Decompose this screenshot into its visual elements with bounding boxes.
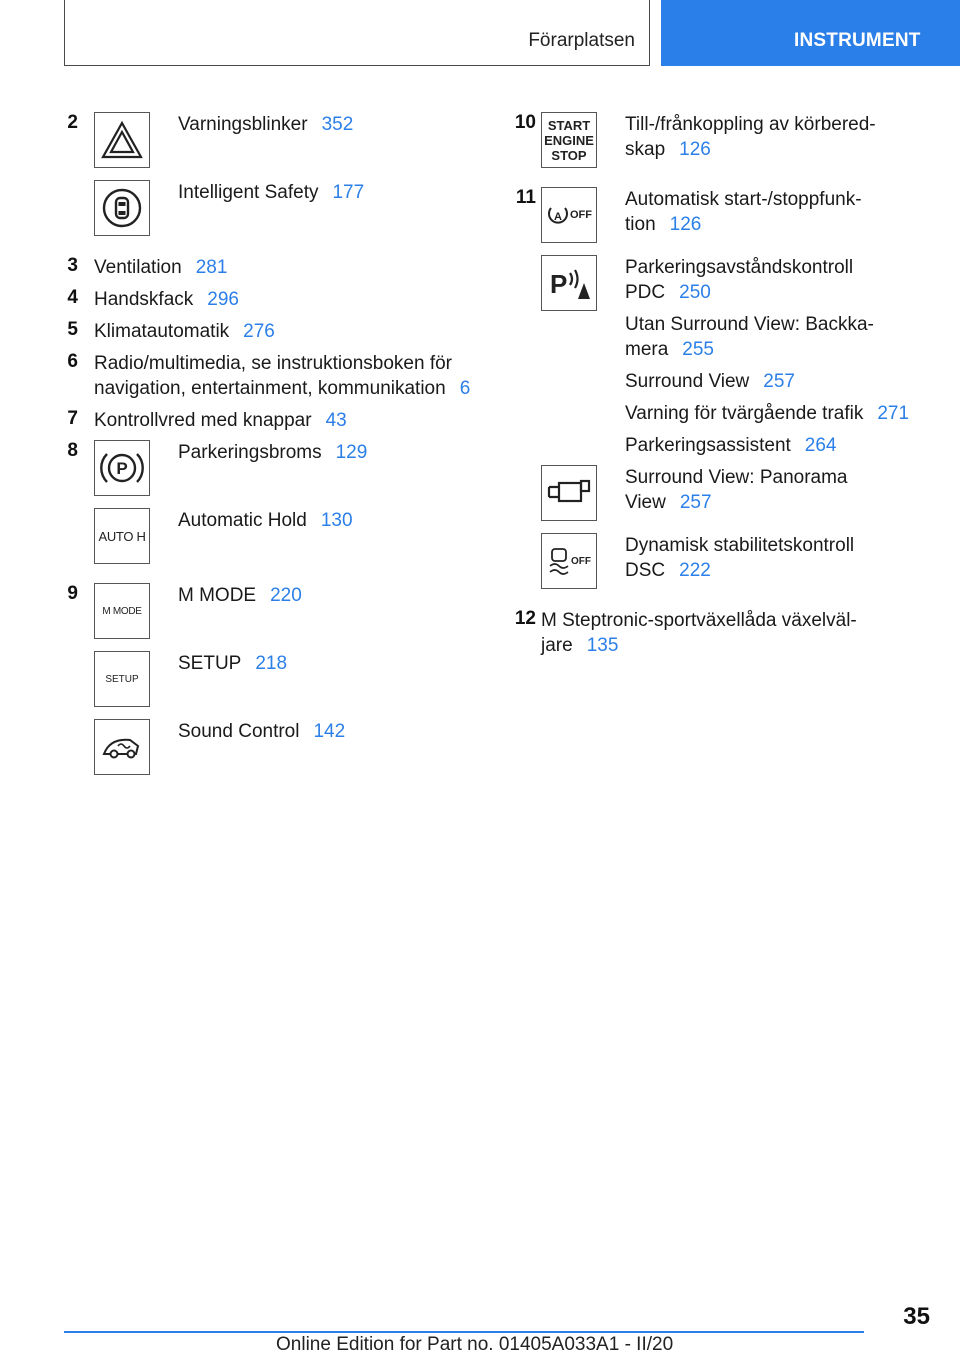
auto-hold-icon: AUTO H [94,508,150,564]
setup-icon: SETUP [94,651,150,707]
hazard-triangle-icon [94,112,150,168]
item-number: 7 [67,408,78,429]
list-item: Radio/multimedia, se instruktionsboken för navigation, entertainment, kommunikation 6 [94,353,471,399]
list-item: Surround View 257 [625,371,795,392]
page-link[interactable]: 126 [679,139,711,160]
auto-start-stop-icon: A OFF [541,187,597,243]
header-tab-instrument[interactable] [661,0,960,66]
item-number: 10 [514,112,536,133]
item-number: 9 [67,583,78,604]
page-link[interactable]: 264 [804,435,837,456]
item-number: 8 [67,440,78,461]
page-link[interactable]: 142 [313,721,346,742]
svg-text:A: A [554,211,562,223]
page-number: 35 [903,1303,930,1330]
item-number: 12 [514,608,536,629]
list-item: Automatisk start-/stoppfunk- tion 126 [625,189,862,235]
item-number: 5 [67,319,78,340]
item-number: 4 [67,287,78,308]
page-link[interactable]: 129 [335,442,368,463]
page-link[interactable]: 220 [270,585,302,606]
footer-edition: Online Edition for Part no. 01405A033A1 - II/20 [276,1334,674,1355]
page-link[interactable]: 218 [255,653,288,674]
list-item: Intelligent Safety 177 [178,182,365,203]
start-stop-icon: START ENGINE STOP [541,112,597,168]
list-item: Parkeringsbroms 129 [178,442,368,463]
list-item: Dynamisk stabilitetskontroll DSC 222 [625,535,855,581]
page-link[interactable]: 43 [325,410,347,431]
list-item: Kontrollvred med knappar 43 [94,410,347,431]
page-link[interactable]: 6 [459,378,471,399]
dsc-off-icon: OFF [541,533,597,589]
pdc-icon [541,255,597,311]
header-section-title: Förarplatsen [528,30,635,51]
header-tab-label: INSTRUMENT [794,30,921,51]
page-link[interactable]: 257 [679,492,712,513]
item-number: 2 [67,112,78,133]
item-number: 3 [67,255,78,276]
page-link[interactable]: 130 [320,510,353,531]
page-link[interactable]: 255 [682,339,714,360]
surround-view-icon [541,465,597,521]
list-item: Automatic Hold 130 [178,510,353,531]
list-item: M MODE 220 [178,585,302,606]
list-item: Surround View: Panorama View 257 [625,467,848,513]
page-link[interactable]: 177 [332,182,365,203]
parking-brake-icon [94,440,150,496]
list-item: Varningsblinker 352 [178,114,354,135]
list-item: Sound Control 142 [178,721,346,742]
page-link[interactable]: 276 [243,321,275,342]
page-link[interactable]: 296 [207,289,239,310]
list-item: Parkeringsassistent 264 [625,435,837,456]
m-mode-icon: M MODE [94,583,150,639]
page-link[interactable]: 222 [679,560,711,581]
page-link[interactable]: 271 [877,403,910,424]
page-link[interactable]: 135 [586,635,619,656]
page-link[interactable]: 250 [679,282,711,303]
list-item: Klimatautomatik 276 [94,321,275,342]
list-item: SETUP 218 [178,653,288,674]
list-item: Parkeringsavståndskontroll PDC 250 [625,257,854,303]
footer-divider [64,1331,864,1333]
page-link[interactable]: 352 [321,114,354,135]
list-item: Handskfack 296 [94,289,239,310]
svg-text:P: P [550,269,568,299]
list-item: Utan Surround View: Backka- mera 255 [625,314,874,360]
item-number: 6 [67,351,78,372]
list-item: Varning för tvärgående trafik 271 [625,403,910,424]
page-link[interactable]: 257 [763,371,795,392]
page-link[interactable]: 281 [195,257,228,278]
page-link[interactable]: 126 [669,214,702,235]
sound-control-icon [94,719,150,775]
list-item: Ventilation 281 [94,257,228,278]
header-section-box [64,0,650,66]
item-number: 11 [515,187,536,208]
intelligent-safety-icon [94,180,150,236]
svg-text:P: P [116,459,128,478]
list-item: Till-/frånkoppling av körbered- skap 126 [625,114,876,160]
list-item: M Steptronic-sportväxellåda växelväl- jare 135 [541,610,857,656]
